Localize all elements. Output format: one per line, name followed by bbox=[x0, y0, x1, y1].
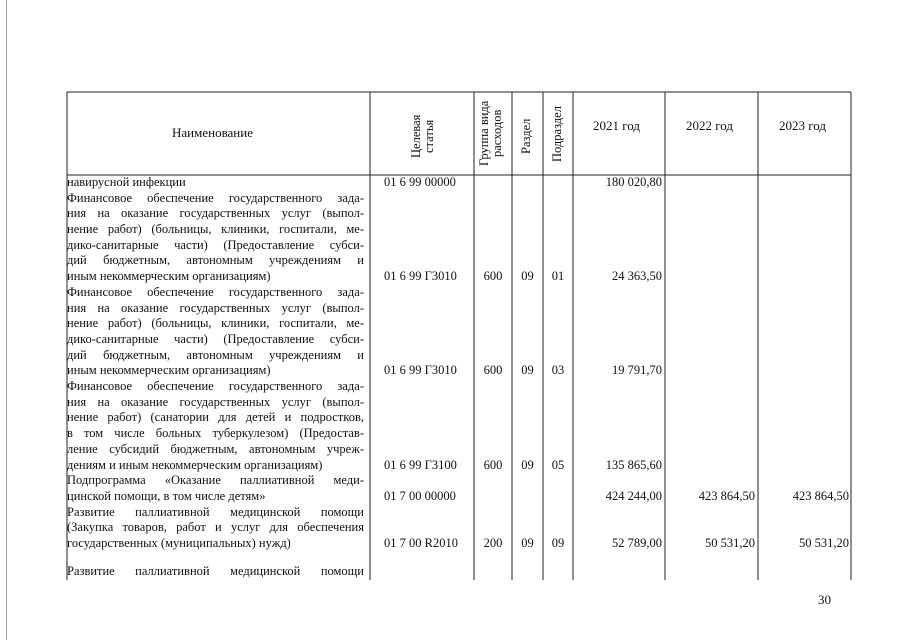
row-section: 09 bbox=[521, 536, 534, 551]
row-subsection: 05 bbox=[551, 457, 565, 472]
row-name-line: Финансовое обеспечение государственного зада- bbox=[67, 379, 364, 394]
row-name-line: государственных (муниципальных) нужд) bbox=[67, 536, 291, 551]
row-code: 01 7 00 00000 bbox=[384, 489, 456, 503]
row-name-line: дико-санитарные части) (Предоставление субси- bbox=[67, 331, 364, 346]
row-name bbox=[67, 505, 364, 552]
row-name-line: Развитие паллиативной медицинской помощи bbox=[67, 504, 364, 519]
row-group: 200 bbox=[483, 536, 503, 551]
row-code: 01 6 99 00000 bbox=[384, 175, 456, 189]
row-2021: 180 020,80 bbox=[605, 175, 662, 189]
row-subsection: 09 bbox=[551, 536, 565, 551]
row-name bbox=[67, 175, 364, 191]
row-name-line: иным некоммерческим организациям) bbox=[67, 269, 271, 284]
row-name-line: ния на оказание государственных услуг (выпол- bbox=[67, 206, 364, 221]
header-target-article: Целевая статья bbox=[409, 114, 436, 158]
row-subsection: 01 bbox=[551, 269, 565, 284]
row-2023: 423 864,50 bbox=[792, 489, 849, 503]
row-name-line: ление субсидий бюджетным, автономным учреж- bbox=[67, 441, 364, 456]
row-group: 600 bbox=[483, 363, 503, 378]
row-name bbox=[67, 379, 364, 473]
row-group: 600 bbox=[483, 457, 503, 472]
row-2023: 50 531,20 bbox=[799, 536, 849, 551]
header-2022: 2022 год bbox=[686, 118, 733, 133]
row-group: 600 bbox=[483, 269, 503, 284]
row-name-line: дико-санитарные части) (Предоставление субси- bbox=[67, 237, 364, 252]
row-2021: 24 363,50 bbox=[612, 269, 662, 284]
row-name-line: Финансовое обеспечение государственного зада- bbox=[67, 190, 364, 205]
row-2021: 424 244,00 bbox=[605, 489, 662, 503]
header-name: Наименование bbox=[172, 125, 253, 140]
row-name bbox=[67, 285, 364, 379]
row-name-line: дий бюджетным, автономным учреждениям и bbox=[67, 253, 364, 268]
header-expense-group: Группа вида расходов bbox=[477, 100, 504, 166]
row-2021: 135 865,60 bbox=[605, 457, 662, 472]
row-code: 01 7 00 R2010 bbox=[384, 536, 458, 551]
row-name-line: Финансовое обеспечение государственного зада- bbox=[67, 284, 364, 299]
row-name-line: цинской помощи, в том числе детям» bbox=[67, 488, 266, 503]
page-number: 30 bbox=[818, 592, 831, 607]
header-2023: 2023 год bbox=[779, 118, 826, 133]
row-section: 09 bbox=[521, 269, 534, 284]
row-2022: 50 531,20 bbox=[705, 536, 755, 551]
row-name-line: в том числе больных туберкулезом) (Предостав- bbox=[67, 426, 364, 441]
row-name-line: Подпрограмма «Оказание паллиативной меди- bbox=[67, 473, 364, 488]
row-name-line: иным некоммерческим организациям) bbox=[67, 363, 271, 378]
row-name-line: ния на оказание государственных услуг (выпол- bbox=[67, 300, 364, 315]
row-code: 01 6 99 Г3010 bbox=[384, 269, 457, 284]
row-name-line: дениям и иным некоммерческим организациям) bbox=[67, 457, 323, 472]
header-subsection: Подраздел bbox=[550, 106, 564, 162]
row-name bbox=[67, 191, 364, 285]
row-name-line: дий бюджетным, автономным учреждениям и bbox=[67, 347, 364, 362]
row-name-line: (Закупка товаров, работ и услуг для обеспечения bbox=[67, 520, 364, 535]
header-2021: 2021 год bbox=[593, 118, 640, 133]
row-section: 09 bbox=[521, 457, 534, 472]
row-code: 01 6 99 Г3100 bbox=[384, 457, 457, 472]
row-name-line: нение работ) (больницы, клиники, госпитали, ме- bbox=[67, 222, 364, 237]
header-section: Раздел bbox=[519, 118, 533, 154]
row-section: 09 bbox=[521, 363, 534, 378]
row-name bbox=[67, 564, 364, 580]
row-name-line: нение работ) (санатории для детей и подростков, bbox=[67, 410, 364, 425]
row-name-line: Развитие паллиативной медицинской помощи bbox=[67, 564, 364, 578]
row-2021: 19 791,70 bbox=[612, 363, 662, 378]
row-subsection: 03 bbox=[551, 363, 565, 378]
row-2021: 52 789,00 bbox=[612, 536, 662, 551]
row-name-line: ния на оказание государственных услуг (выпол- bbox=[67, 394, 364, 409]
row-code: 01 6 99 Г3010 bbox=[384, 363, 457, 378]
row-name bbox=[67, 473, 364, 504]
row-name-line: нение работ) (больницы, клиники, госпитали, ме- bbox=[67, 316, 364, 331]
row-2022: 423 864,50 bbox=[698, 489, 755, 503]
row-name-line: навирусной инфекции bbox=[67, 175, 186, 189]
